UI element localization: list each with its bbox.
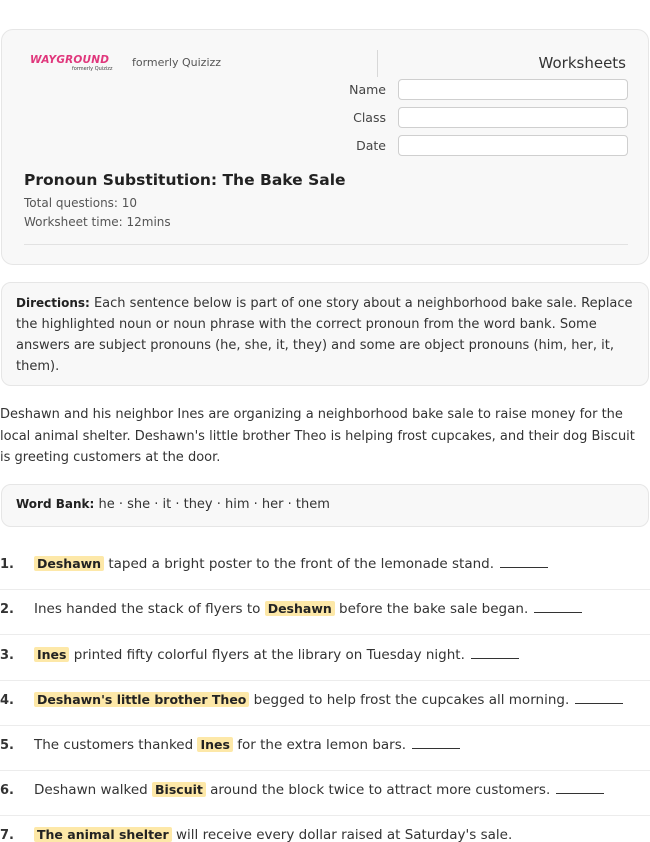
- date-label: Date: [356, 138, 386, 153]
- answer-blank[interactable]: [471, 658, 519, 659]
- header-bottom-divider: [24, 244, 628, 245]
- question-number: 5.: [0, 738, 14, 753]
- highlighted-noun: Ines: [34, 647, 69, 662]
- wayground-logo: [30, 54, 118, 76]
- question-row: [0, 636, 650, 681]
- question-text: The customers thanked Ines for the extra lemon bars.: [34, 737, 460, 753]
- question-number: 7.: [0, 828, 14, 842]
- highlighted-noun: Deshawn: [265, 601, 335, 616]
- question-number: 2.: [0, 602, 14, 617]
- question-row: [0, 590, 650, 635]
- answer-blank[interactable]: [534, 612, 582, 613]
- question-text: The animal shelter will receive every dollar raised at Saturday's sale.: [34, 827, 512, 842]
- word-bank: [1, 484, 649, 527]
- question-text: Ines printed fifty colorful flyers at the library on Tuesday night.: [34, 647, 519, 663]
- answer-blank[interactable]: [556, 793, 604, 794]
- highlighted-noun: Deshawn: [34, 556, 104, 571]
- question-row: [0, 681, 650, 726]
- name-label: Name: [349, 82, 386, 97]
- name-field[interactable]: [398, 79, 628, 100]
- question-text: Deshawn's little brother Theo begged to help frost the cupcakes all morning.: [34, 692, 623, 708]
- question-row: [0, 726, 650, 771]
- answer-blank[interactable]: [500, 567, 548, 568]
- highlighted-noun: Biscuit: [152, 782, 206, 797]
- class-label: Class: [353, 110, 386, 125]
- logo-text: WAYGROUND: [30, 54, 110, 66]
- highlighted-noun: The animal shelter: [34, 827, 172, 842]
- story-paragraph: Deshawn and his neighbor Ines are organizing a neighborhood bake sale to raise money for the local animal shelter. Deshawn's little brother Theo is helping frost cupcakes, and their dog Biscuit is greeting customers at the door.: [0, 407, 635, 465]
- question-number: 6.: [0, 783, 14, 798]
- question-row: [0, 771, 650, 816]
- worksheet-title: Pronoun Substitution: The Bake Sale: [24, 171, 346, 189]
- question-number: 1.: [0, 557, 14, 572]
- answer-blank[interactable]: [575, 703, 623, 704]
- formerly-label: formerly Quizizz: [132, 56, 222, 69]
- word-bank-label: Word Bank:: [16, 497, 95, 511]
- directions-label: Directions:: [16, 296, 90, 310]
- total-questions: Total questions: 10: [24, 196, 138, 210]
- worksheet-header: [1, 29, 649, 265]
- question-number: 4.: [0, 693, 14, 708]
- logo-subtext: formerly Quizizz: [72, 66, 113, 72]
- question-text: Deshawn taped a bright poster to the front of the lemonade stand.: [34, 556, 548, 572]
- directions-text: Each sentence below is part of one story about a neighborhood bake sale. Replace the highlighted noun or noun phrase with the correct pronoun from the word bank. Some answers are subject pronouns (he, she, it, they) and some are object pronouns (him, her, it, them).: [16, 296, 633, 374]
- highlighted-noun: Deshawn's little brother Theo: [34, 692, 249, 707]
- answer-blank[interactable]: [412, 748, 460, 749]
- header-divider: [377, 50, 378, 77]
- question-number: 3.: [0, 648, 14, 663]
- question-row: [0, 816, 650, 842]
- word-bank-words: he · she · it · they · him · her · them: [98, 497, 330, 512]
- worksheets-label: Worksheets: [538, 54, 626, 72]
- date-field[interactable]: [398, 135, 628, 156]
- directions-box: [1, 282, 649, 386]
- worksheet-time: Worksheet time: 12mins: [24, 215, 171, 229]
- class-field[interactable]: [398, 107, 628, 128]
- highlighted-noun: Ines: [197, 737, 232, 752]
- question-text: Ines handed the stack of flyers to Deshawn before the bake sale began.: [34, 601, 582, 617]
- question-text: Deshawn walked Biscuit around the block twice to attract more customers.: [34, 782, 604, 798]
- question-row: [0, 545, 650, 590]
